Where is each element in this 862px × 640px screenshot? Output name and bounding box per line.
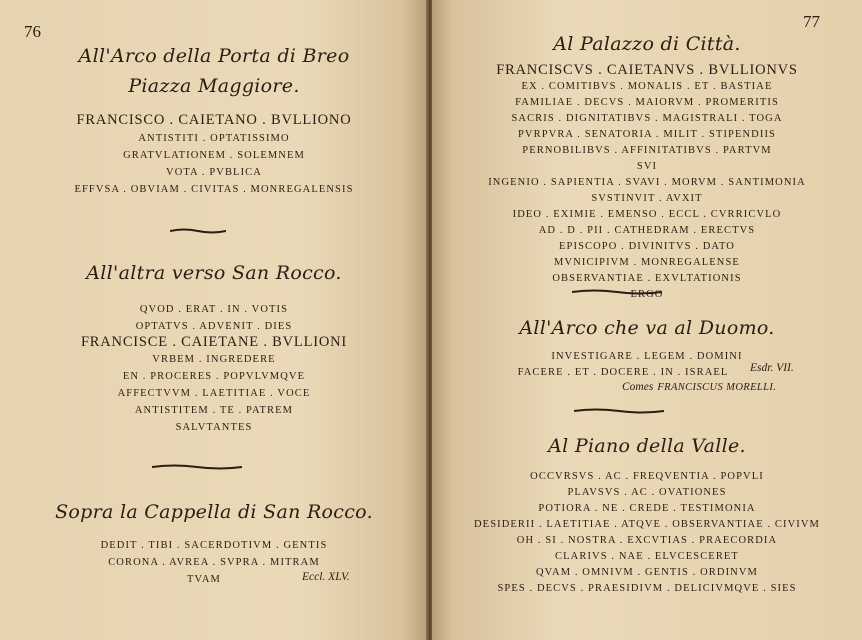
inscription-line: PLAVSVS . AC . OVATIONES [567,487,727,498]
heading-palazzo-di-citta: Al Palazzo di Città. [553,33,741,55]
inscription-line: AFFECTVVM . LAETITIAE . VOCE [117,388,311,399]
inscription-line: ANTISTITI . OPTATISSIMO [138,133,290,144]
inscription-line: SALVTANTES [175,422,253,433]
ornament-divider [170,228,226,234]
inscription-line: OCCVRSVS . AC . FREQVENTIA . POPVLI [530,471,764,482]
inscription-line: PERNOBILIBVS . AFFINITATIBVS . PARTVM [522,145,772,156]
inscription-line: ANTISTITEM . TE . PATREM [134,405,294,416]
inscription-line: FAMILIAE . DECVS . MAIORVM . PROMERITIS [515,97,779,108]
ornament-divider [574,408,664,414]
inscription-line: QVOD . ERAT . IN . VOTIS [139,304,289,315]
inscription-line: QVAM . OMNIVM . GENTIS . ORDINVM [536,567,758,578]
inscription-line: SVSTINVIT . AVXIT [591,193,703,204]
inscription-line: DESIDERII . LAETITIAE . ATQVE . OBSERVANTIAE . CIVIVM [474,519,820,530]
left-page [0,0,428,640]
inscription-line: VOTA . PVBLICA [166,167,262,178]
inscription-line: SPES . DECVS . PRAESIDIVM . DELICIVMQVE . SIES [497,583,797,594]
inscription-line: GRATVLATIONEM . SOLEMNEM [123,150,305,161]
inscription-line: EN . PROCERES . POPVLVMQVE [122,371,306,382]
inscription-line: SVI [636,161,658,172]
inscription-line: OPTATVS . ADVENIT . DIES [135,321,293,332]
ornament-divider [572,289,662,295]
inscription-name-3: FRANCISCVS . CAIETANVS . BVLLIONVS [496,62,798,78]
inscription-line: EPISCOPO . DIVINITVS . DATO [559,241,735,252]
author-prefix: Comes [622,381,654,393]
inscription-line: OH . SI . NOSTRA . EXCVTIAS . PRAECORDIA [516,535,778,546]
author-name: FRANCISCUS MORELLI. [657,382,777,393]
inscription-line: INGENIO . SAPIENTIA . SVAVI . MORVM . SANTIMONIA [488,177,806,188]
inscription-line: CLARIVS . NAE . ELVCESCERET [555,551,739,562]
heading-piazza-maggiore: Piazza Maggiore. [128,75,300,97]
inscription-line: ERGO [630,289,664,300]
right-page [432,0,862,640]
heading-porta-di-breo: All'Arco della Porta di Breo [78,45,350,67]
author-credit [622,377,776,395]
inscription-line: POTIORA . NE . CREDE . TESTIMONIA [538,503,756,514]
citation-esdr: Esdr. VII. [750,362,794,374]
inscription-line: OBSERVANTIAE . EXVLTATIONIS [552,273,742,284]
inscription-line: FACERE . ET . DOCERE . IN . ISRAEL [517,367,729,378]
inscription-line: VRBEM . INGREDERE [152,354,276,365]
inscription-line: INVESTIGARE . LEGEM . DOMINI [551,351,743,362]
inscription-line: IDEO . EXIMIE . EMENSO . ECCL . CVRRICVLO [512,209,782,220]
page-number-right: 77 [803,12,820,31]
inscription-line: MVNICIPIVM . MONREGALENSE [554,257,740,268]
heading-san-rocco: All'altra verso San Rocco. [86,262,342,284]
inscription-line: PVRPVRA . SENATORIA . MILIT . STIPENDIIS [517,129,776,140]
inscription-line: DEDIT . TIBI . SACERDOTIVM . GENTIS [100,540,328,551]
inscription-line: SACRIS . DIGNITATIBVS . MAGISTRALI . TOGA [511,113,783,124]
inscription-name-2: FRANCISCE . CAIETANE . BVLLIONI [80,334,348,350]
inscription-line: EX . COMITIBVS . MONALIS . ET . BASTIAE [521,81,773,92]
heading-arco-duomo: All'Arco che va al Duomo. [519,317,775,339]
inscription-line: TVAM [187,574,221,585]
heading-cappella-san-rocco: Sopra la Cappella di San Rocco. [55,501,373,523]
inscription-line: AD . D . PII . CATHEDRAM . ERECTVS [538,225,756,236]
page-number-left: 76 [24,22,41,41]
heading-piano-della-valle: Al Piano della Valle. [548,435,746,457]
citation-eccl: Eccl. XLV. [302,571,350,583]
inscription-line: CORONA . AVREA . SVPRA . MITRAM [108,557,320,568]
inscription-line: EFFVSA . OBVIAM . CIVITAS . MONREGALENSIS [74,184,354,195]
ornament-divider [152,464,242,470]
inscription-name-1: FRANCISCO . CAIETANO . BVLLIONO [76,112,352,128]
